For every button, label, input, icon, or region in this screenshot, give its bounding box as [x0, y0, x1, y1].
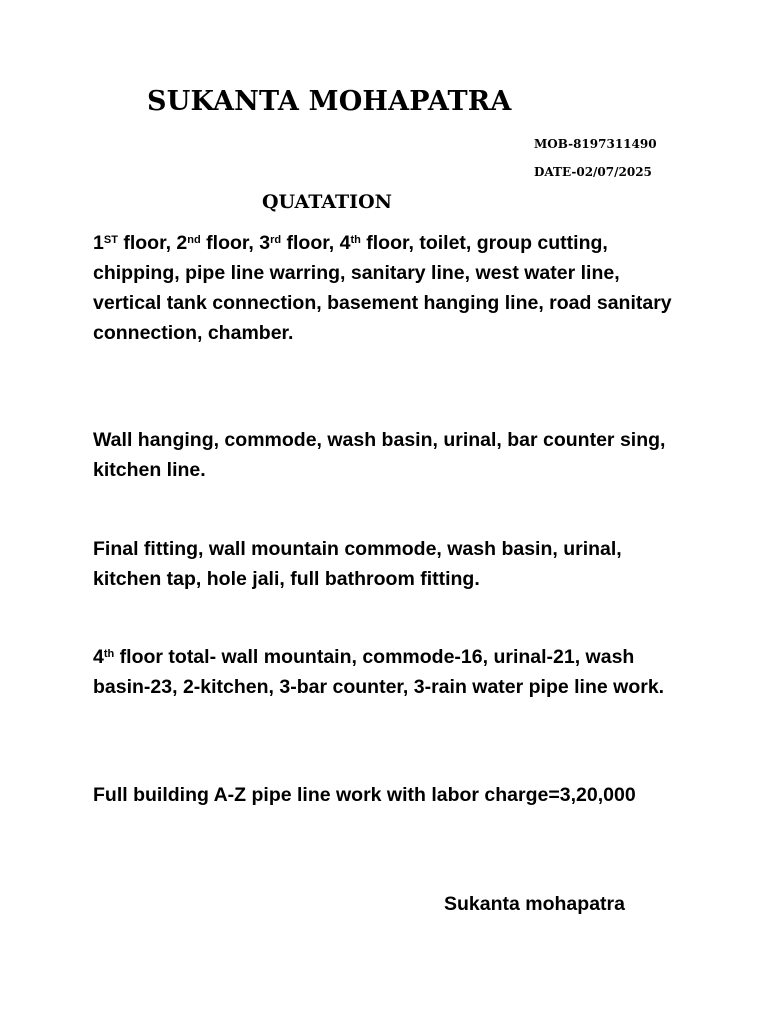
text-segment: 4 [93, 646, 104, 668]
ordinal-suffix: nd [187, 234, 201, 246]
ordinal-suffix: th [103, 648, 115, 660]
text-segment: floor, toilet, group cutting, chipping, pipe line warring, sanitary line, west water line, vertical tank connection, basement hanging line, road sanitary connection, chamber. [93, 232, 672, 344]
fixtures-paragraph: Wall hanging, commode, wash basin, urinal, bar counter sing, kitchen line. [93, 429, 666, 481]
fourth-floor-total-paragraph [93, 642, 693, 702]
ordinal-suffix: ST [103, 234, 118, 246]
signature: Sukanta mohapatra [444, 893, 625, 915]
total-charge-paragraph: Full building A-Z pipe line work with labor charge=3,20,000 [93, 784, 636, 806]
floors-work-paragraph [93, 228, 693, 348]
text-segment: floor, 3 [200, 232, 271, 254]
mobile-number: MOB-8197311490 [534, 137, 657, 151]
text-segment: floor, 2 [117, 232, 188, 254]
text-segment: floor total- wall mountain, commode-16, urinal-21, wash basin-23, 2-kitchen, 3-bar counter, 3-rain water pipe line work. [93, 646, 665, 698]
ordinal-suffix: rd [270, 234, 282, 246]
document-date: DATE-02/07/2025 [534, 165, 652, 179]
ordinal-suffix: th [350, 234, 361, 246]
text-segment: floor, 4 [281, 232, 351, 254]
final-fitting-paragraph: Final fitting, wall mountain commode, wash basin, urinal, kitchen tap, hole jali, full bathroom fitting. [93, 538, 622, 590]
text-segment: 1 [93, 232, 104, 254]
document-title: QUATATION [262, 191, 392, 213]
name-heading: SUKANTA MOHAPATRA [147, 86, 512, 117]
